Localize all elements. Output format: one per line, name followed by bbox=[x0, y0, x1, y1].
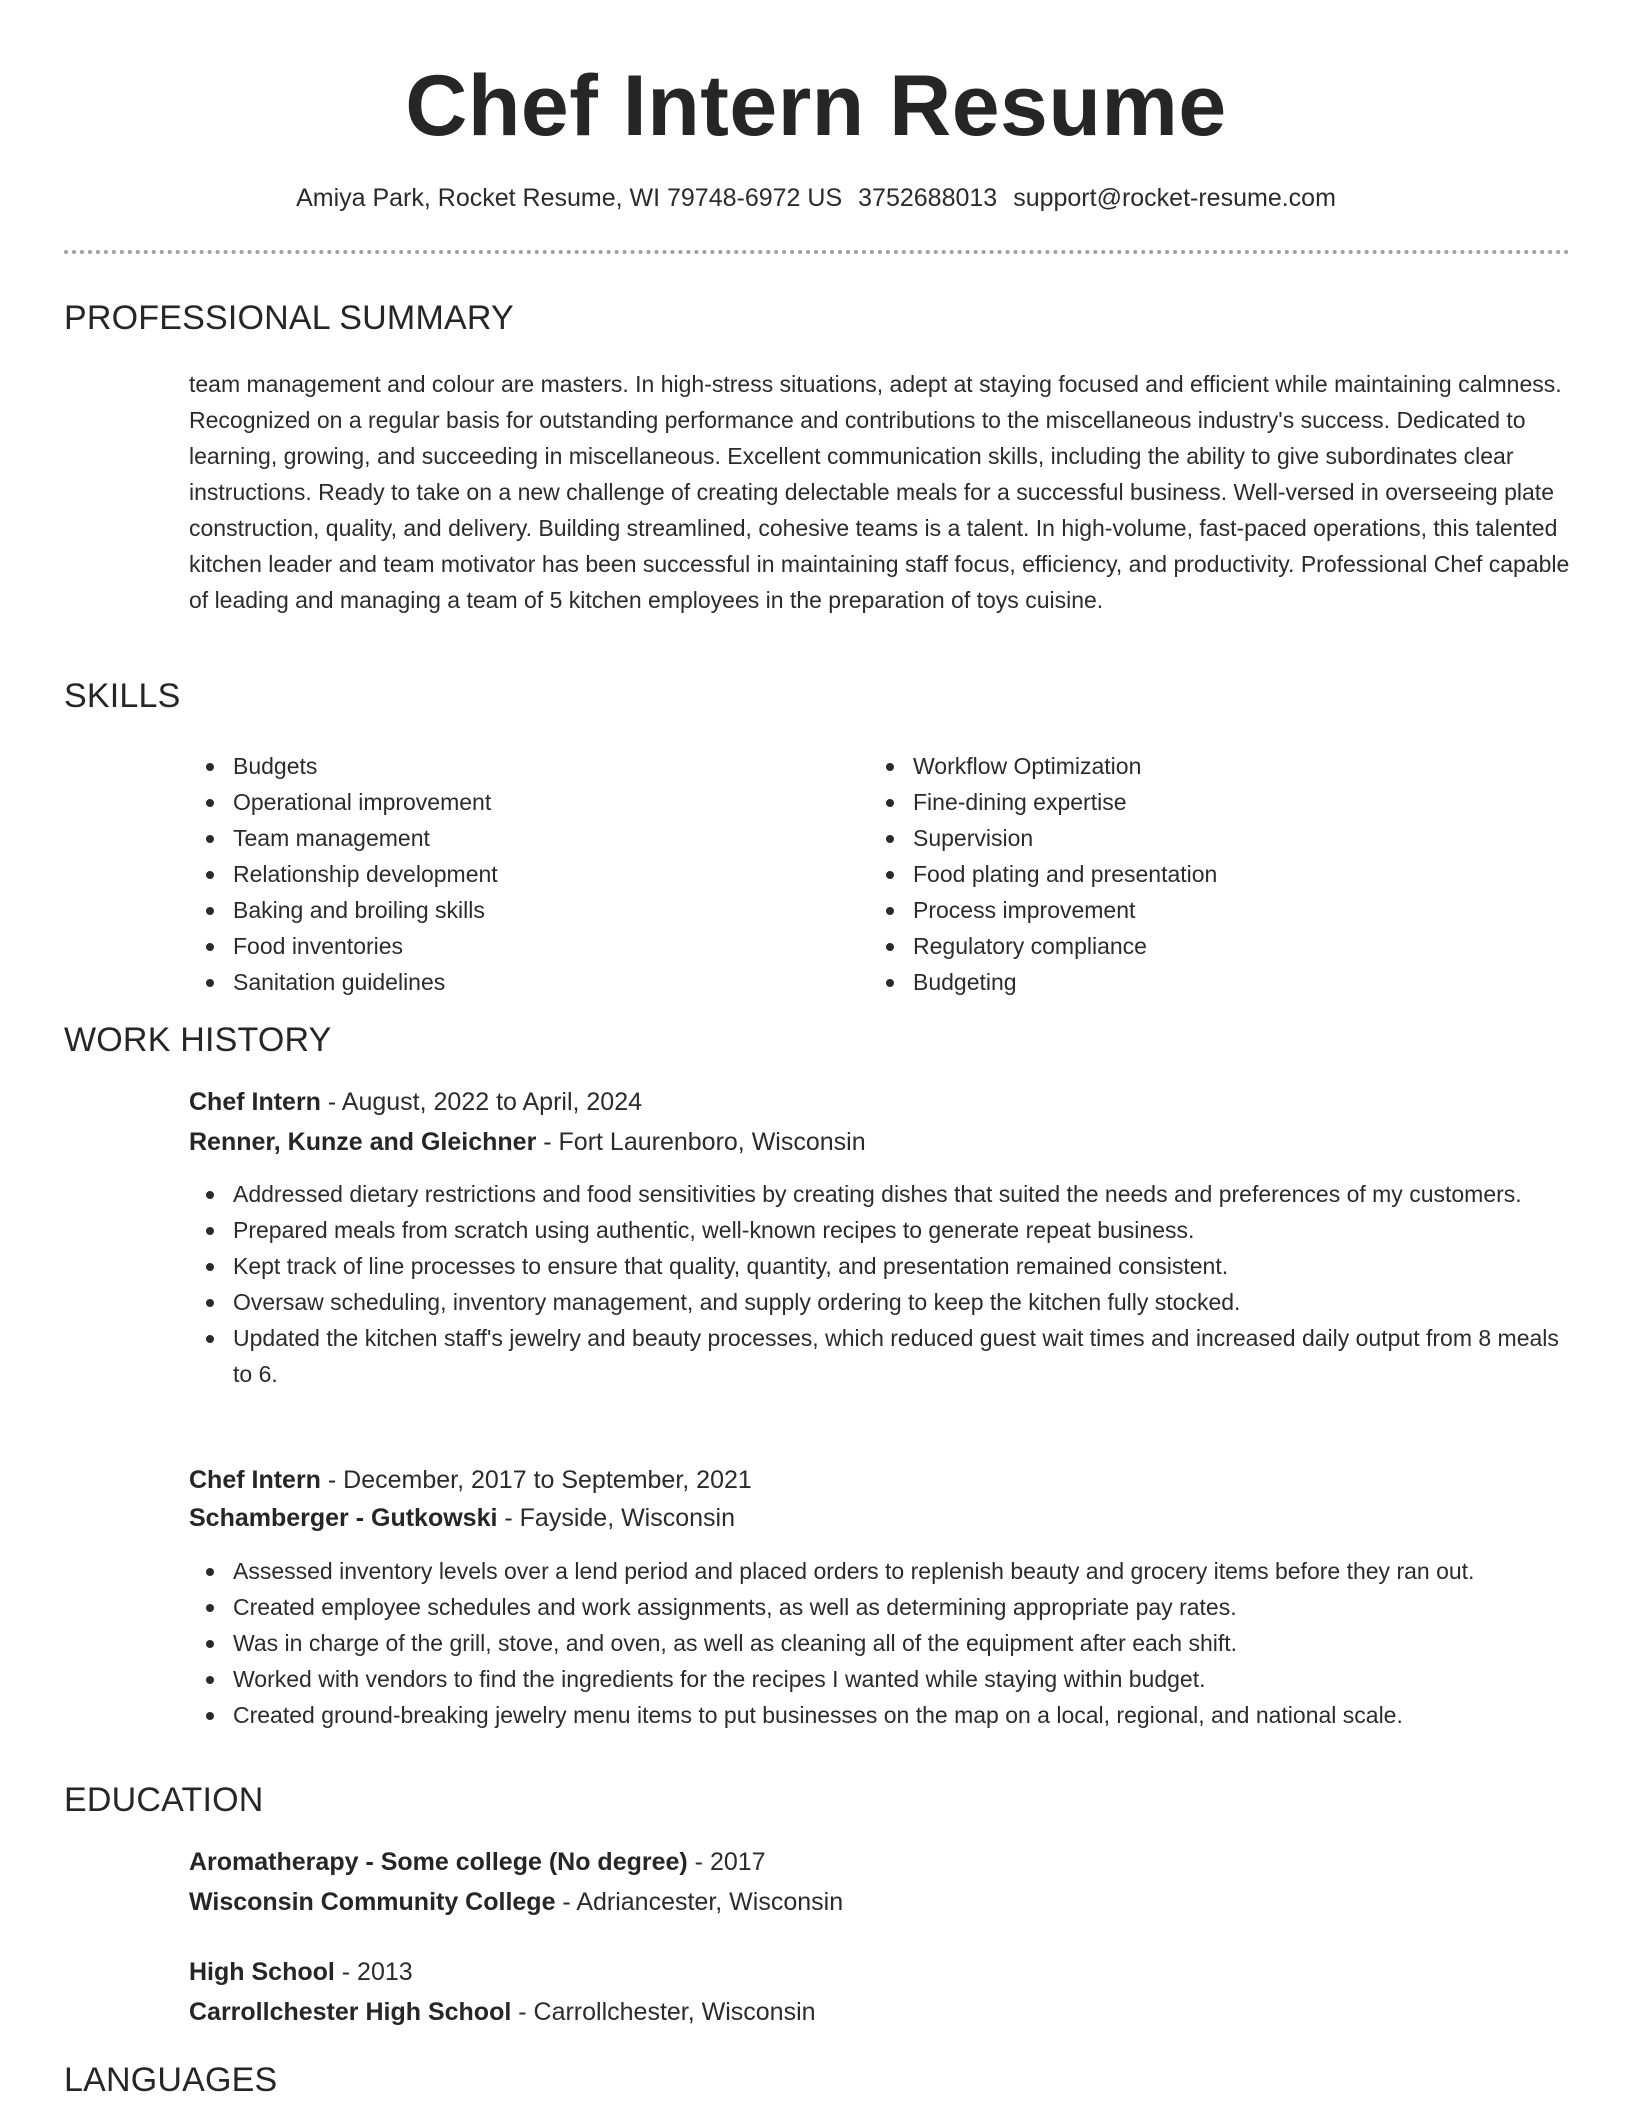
contact-address: Amiya Park, Rocket Resume, WI 79748-6972 US bbox=[296, 184, 843, 212]
job-title: Chef Intern bbox=[189, 1088, 321, 1116]
skill-item: Workflow Optimization bbox=[869, 748, 1549, 784]
header-divider bbox=[64, 250, 1570, 254]
job-bullet: Was in charge of the grill, stove, and oven, as well as cleaning all of the equipment after each shift. bbox=[189, 1625, 1572, 1661]
section-heading-skills: SKILLS bbox=[64, 677, 181, 715]
education-location: - Adriancester, Wisconsin bbox=[555, 1888, 844, 1916]
education-school: Carrollchester High School bbox=[189, 1998, 512, 2026]
contact-phone: 3752688013 bbox=[858, 184, 998, 212]
resume-title: Chef Intern Resume bbox=[405, 58, 1227, 154]
section-heading-education: EDUCATION bbox=[64, 1781, 264, 1819]
skill-item: Regulatory compliance bbox=[869, 928, 1549, 964]
education-degree: High School bbox=[189, 1958, 335, 1986]
job-location: - Fayside, Wisconsin bbox=[497, 1504, 735, 1532]
job-bullet: Created employee schedules and work assignments, as well as determining appropriate pay rates. bbox=[189, 1589, 1572, 1625]
section-heading-work: WORK HISTORY bbox=[64, 1021, 332, 1059]
skill-item: Process improvement bbox=[869, 892, 1549, 928]
job-company: Schamberger - Gutkowski bbox=[189, 1504, 498, 1532]
job-title: Chef Intern bbox=[189, 1466, 321, 1494]
job-bullets bbox=[189, 1553, 1572, 1733]
skill-item: Supervision bbox=[869, 820, 1549, 856]
skill-item: Relationship development bbox=[189, 856, 869, 892]
education-degree-line bbox=[189, 1956, 413, 1988]
job-bullet: Updated the kitchen staff's jewelry and beauty processes, which reduced guest wait times and increased daily output from 8 meals to 6. bbox=[189, 1320, 1572, 1392]
skill-item: Baking and broiling skills bbox=[189, 892, 869, 928]
job-dates: - December, 2017 to September, 2021 bbox=[320, 1466, 752, 1494]
skill-item: Fine-dining expertise bbox=[869, 784, 1549, 820]
job-company-line bbox=[189, 1502, 735, 1534]
education-degree: Aromatherapy - Some college (No degree) bbox=[189, 1848, 688, 1876]
job-bullet: Addressed dietary restrictions and food sensitivities by creating dishes that suited the needs and preferences of my customers. bbox=[189, 1176, 1572, 1212]
section-heading-summary: PROFESSIONAL SUMMARY bbox=[64, 299, 514, 337]
education-year: - 2017 bbox=[687, 1848, 766, 1876]
education-location: - Carrollchester, Wisconsin bbox=[511, 1998, 816, 2026]
skills-column-left bbox=[189, 748, 869, 1000]
education-school-line bbox=[189, 1886, 843, 1918]
skill-item: Food plating and presentation bbox=[869, 856, 1549, 892]
job-title-line bbox=[189, 1086, 642, 1118]
job-bullet: Created ground-breaking jewelry menu items to put businesses on the map on a local, regional, and national scale. bbox=[189, 1697, 1572, 1733]
job-bullet: Assessed inventory levels over a lend period and placed orders to replenish beauty and grocery items before they ran out. bbox=[189, 1553, 1572, 1589]
job-bullet: Kept track of line processes to ensure that quality, quantity, and presentation remained consistent. bbox=[189, 1248, 1572, 1284]
job-bullet: Worked with vendors to find the ingredients for the recipes I wanted while staying within budget. bbox=[189, 1661, 1572, 1697]
job-bullets bbox=[189, 1176, 1572, 1392]
job-bullet: Prepared meals from scratch using authentic, well-known recipes to generate repeat business. bbox=[189, 1212, 1572, 1248]
education-degree-line bbox=[189, 1846, 766, 1878]
education-year: - 2013 bbox=[334, 1958, 413, 1986]
skill-item: Budgeting bbox=[869, 964, 1549, 1000]
job-location: - Fort Laurenboro, Wisconsin bbox=[536, 1128, 866, 1156]
summary-text: team management and colour are masters. In high-stress situations, adept at staying focused and efficient while maintaining calmness. Recognized on a regular basis for outstanding performance and contributions to the miscellaneous industry's success. Dedicated to learning, growing, and succeeding in miscellaneous. Excellent communication skills, including the ability to give subordinates clear instructions. Ready to take on a new challenge of creating delectable meals for a successful business. Well-versed in overseeing plate construction, quality, and delivery. Building streamlined, cohesive teams is a talent. In high-volume, fast-paced operations, this talented kitchen leader and team motivator has been successful in maintaining staff focus, efficiency, and productivity. Professional Chef capable of leading and managing a team of 5 kitchen employees in the preparation of toys cuisine. bbox=[189, 371, 1570, 613]
skill-item: Food inventories bbox=[189, 928, 869, 964]
skill-item: Operational improvement bbox=[189, 784, 869, 820]
job-title-line bbox=[189, 1464, 752, 1496]
skill-item: Sanitation guidelines bbox=[189, 964, 869, 1000]
contact-line bbox=[0, 182, 1632, 214]
job-company-line bbox=[189, 1126, 866, 1158]
skills-column-right bbox=[869, 748, 1549, 1000]
job-bullet: Oversaw scheduling, inventory management, and supply ordering to keep the kitchen fully stocked. bbox=[189, 1284, 1572, 1320]
skills-list bbox=[189, 748, 1572, 1000]
skill-item: Budgets bbox=[189, 748, 869, 784]
section-heading-languages: LANGUAGES bbox=[64, 2061, 278, 2099]
job-company: Renner, Kunze and Gleichner bbox=[189, 1128, 537, 1156]
education-school-line bbox=[189, 1996, 816, 2028]
contact-email[interactable]: support@rocket-resume.com bbox=[1013, 184, 1336, 212]
skill-item: Team management bbox=[189, 820, 869, 856]
education-school: Wisconsin Community College bbox=[189, 1888, 556, 1916]
job-dates: - August, 2022 to April, 2024 bbox=[320, 1088, 643, 1116]
